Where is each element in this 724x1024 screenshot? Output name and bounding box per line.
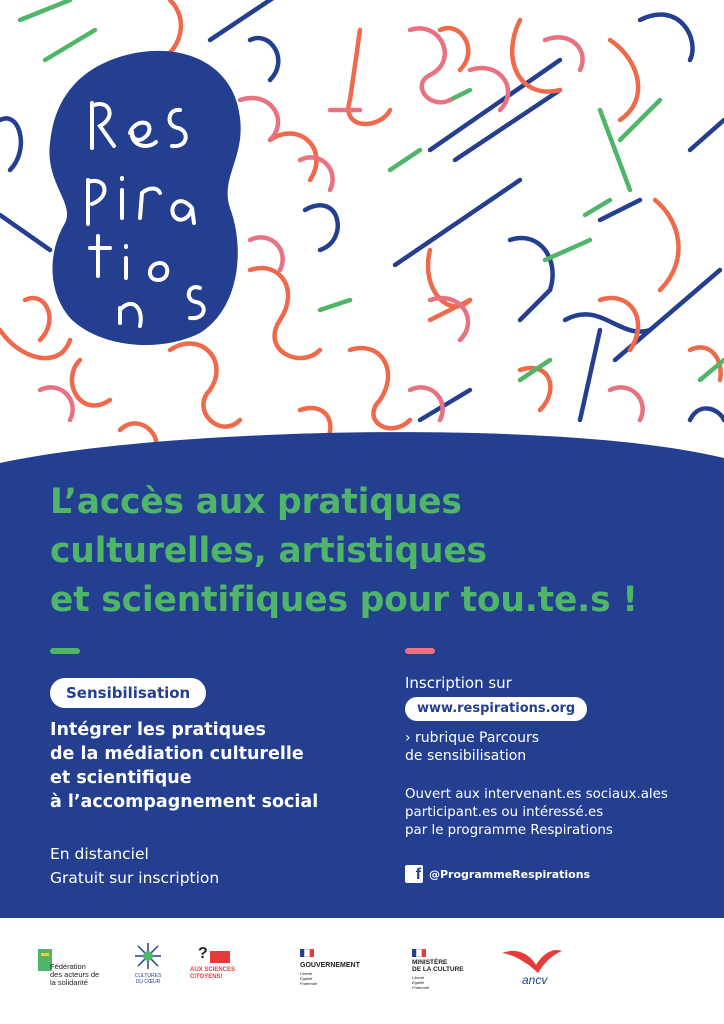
headline-line: culturelles, artistiques bbox=[50, 531, 487, 571]
partner-logos bbox=[0, 935, 724, 1005]
registration-url-link[interactable]: www.respirations.org bbox=[405, 697, 587, 721]
ancv-logo: ancv bbox=[500, 935, 570, 995]
gouvernement-logo: GOUVERNEMENT Liberté Égalité Fraternité bbox=[298, 935, 368, 995]
rubrique-line: de sensibilisation bbox=[405, 748, 527, 764]
audience-line: Ouvert aux intervenant.es sociaux.ales bbox=[405, 787, 668, 802]
french-flag-icon bbox=[412, 949, 426, 957]
facebook-handle: @ProgrammeRespirations bbox=[429, 867, 591, 881]
program-description bbox=[50, 718, 380, 814]
sensibilisation-badge: Sensibilisation bbox=[50, 678, 206, 708]
headline-line: L’accès aux pratiques bbox=[50, 482, 462, 522]
audience-line: par le programme Respirations bbox=[405, 823, 613, 838]
plus-icon bbox=[210, 951, 230, 963]
format-info bbox=[50, 842, 350, 890]
facebook-icon: f bbox=[405, 865, 423, 883]
ministere-culture-logo: MINISTÈRE DE LA CULTURE Liberté Égalité Fraternité bbox=[410, 935, 480, 995]
format-line: En distanciel bbox=[50, 845, 149, 863]
description-line: et scientifique bbox=[50, 768, 192, 788]
description-line: à l’accompagnement social bbox=[50, 792, 319, 812]
french-flag-icon bbox=[300, 949, 314, 957]
snowflake-icon bbox=[133, 941, 163, 971]
format-line: Gratuit sur inscription bbox=[50, 869, 220, 887]
registration-label: Inscription sur bbox=[405, 674, 512, 692]
rubrique-info bbox=[405, 729, 705, 765]
aux-sciences-citoyens-logo: ? AUX SCIENCES CITOYENS! bbox=[190, 945, 236, 980]
pink-dash-divider bbox=[405, 648, 435, 654]
audience-line: participant.es ou intéressé.es bbox=[405, 805, 604, 820]
headline bbox=[50, 478, 710, 625]
federation-logo: Fédération des acteurs de la solidarité bbox=[38, 935, 118, 995]
description-line: de la médiation culturelle bbox=[50, 744, 304, 764]
facebook-link[interactable] bbox=[405, 864, 590, 884]
description-line: Intégrer les pratiques bbox=[50, 720, 266, 740]
logo-blob bbox=[49, 51, 240, 345]
headline-line: et scientifiques pour tou.te.s ! bbox=[50, 580, 638, 620]
rubrique-line: › rubrique Parcours bbox=[405, 730, 540, 746]
green-dash-divider bbox=[50, 648, 80, 654]
respirations-logo bbox=[40, 48, 250, 348]
audience-info bbox=[405, 786, 715, 840]
cultures-du-coeur-logo: CULTURES DU CŒUR bbox=[128, 935, 168, 995]
